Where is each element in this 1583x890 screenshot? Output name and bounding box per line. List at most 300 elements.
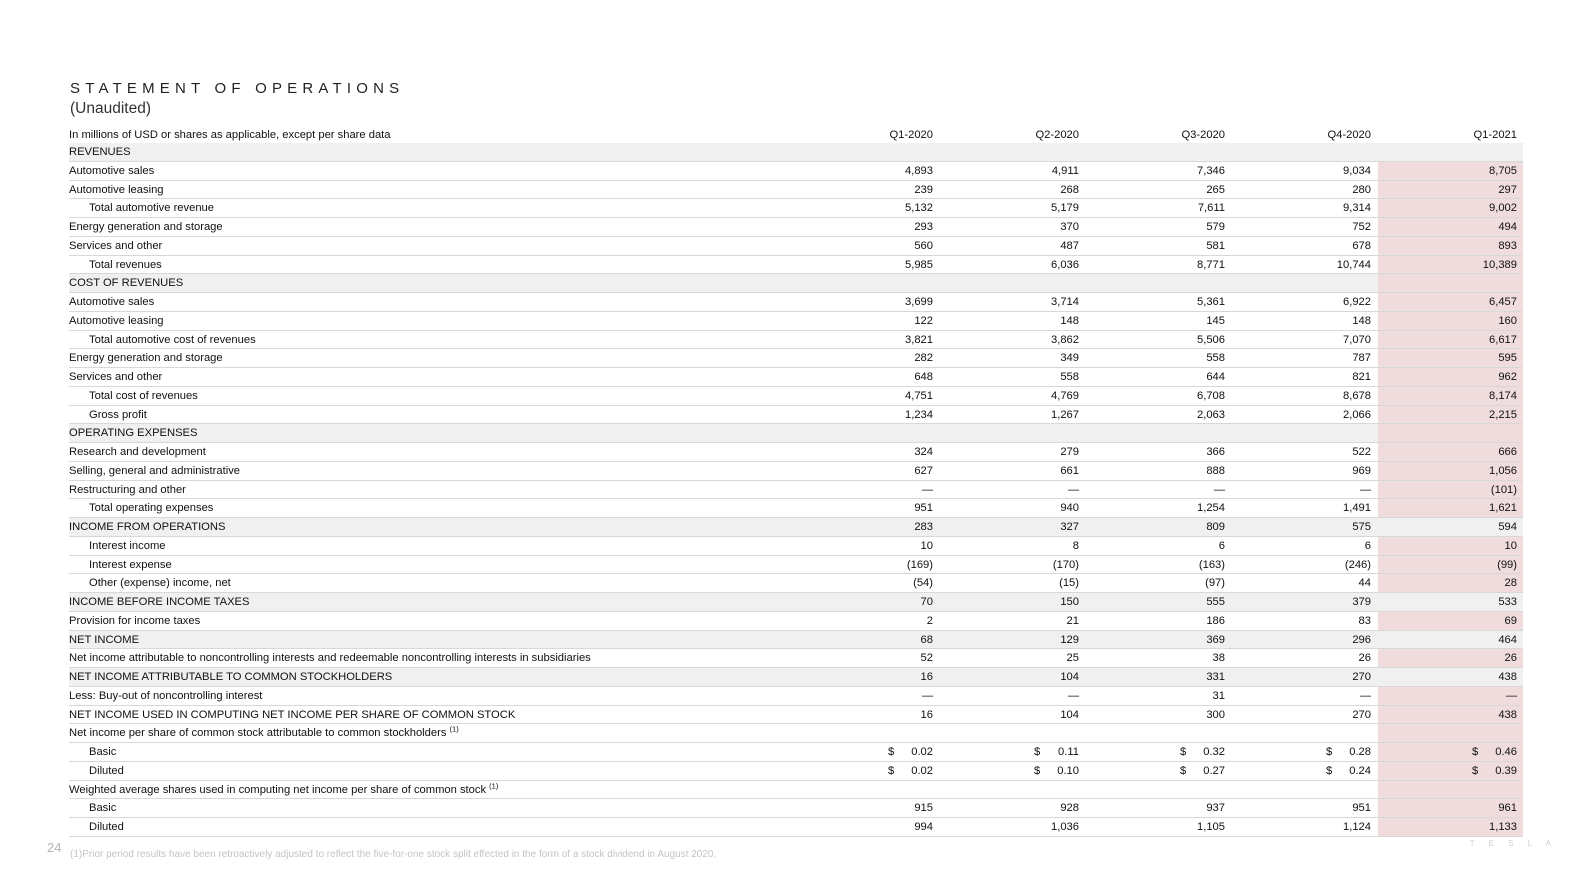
value-cell	[1407, 481, 1517, 499]
value-cell	[823, 799, 933, 817]
value-text: (170)	[1052, 558, 1079, 571]
value-text: 5,132	[905, 202, 933, 215]
value-text: (163)	[1198, 558, 1225, 571]
value-text: 270	[1352, 671, 1371, 683]
value-cell	[969, 687, 1079, 705]
value-text: 16	[920, 671, 933, 683]
row-label-text: INCOME FROM OPERATIONS	[69, 521, 226, 533]
value-text: —	[1359, 689, 1371, 702]
value-cell	[823, 443, 933, 461]
value-cell	[823, 331, 933, 349]
dollar-sign: $	[1180, 746, 1187, 758]
row-label	[89, 256, 162, 274]
row-label	[89, 799, 116, 817]
value-text: 8,678	[1343, 389, 1371, 402]
value-cell	[1115, 387, 1225, 405]
value-text: 0.02	[911, 764, 933, 777]
value-text: 0.10	[1057, 764, 1079, 777]
value-cell	[969, 293, 1079, 311]
value-text: 26	[1504, 652, 1517, 665]
value-text: 6	[1364, 539, 1371, 552]
table-row	[69, 537, 1523, 556]
row-label	[69, 443, 206, 461]
value-cell	[969, 499, 1079, 517]
value-cell	[823, 481, 933, 499]
value-text: 44	[1358, 577, 1371, 590]
value-cell	[823, 668, 933, 686]
value-text: 0.28	[1349, 746, 1371, 758]
value-text: 279	[1060, 446, 1079, 458]
row-label	[69, 274, 183, 292]
value-cell	[1472, 743, 1517, 761]
row-label	[69, 706, 515, 724]
q1-2021-highlight	[1378, 724, 1523, 743]
value-text: —	[921, 483, 933, 496]
value-cell	[888, 743, 933, 761]
value-text: 10	[920, 539, 933, 552]
value-text: (101)	[1490, 483, 1517, 496]
value-text: 438	[1498, 708, 1517, 721]
value-text: 104	[1060, 671, 1079, 683]
value-cell	[1407, 387, 1517, 405]
value-cell	[1407, 649, 1517, 667]
row-label	[69, 349, 223, 367]
value-text: 961	[1498, 802, 1517, 815]
value-text: 366	[1206, 446, 1225, 458]
table-row	[69, 237, 1523, 256]
value-cell	[823, 706, 933, 724]
value-cell	[1115, 349, 1225, 367]
dollar-sign: $	[888, 764, 895, 777]
value-cell	[1115, 818, 1225, 836]
row-label	[69, 237, 162, 255]
value-text: —	[1067, 483, 1079, 496]
table-row	[69, 499, 1523, 518]
value-text: 1,491	[1343, 502, 1371, 515]
value-cell	[969, 612, 1079, 630]
value-cell	[1261, 181, 1371, 199]
value-cell	[969, 349, 1079, 367]
value-text: 21	[1066, 614, 1079, 627]
table-row	[69, 331, 1523, 350]
value-cell	[1407, 406, 1517, 424]
row-label-text: Total revenues	[89, 258, 162, 271]
value-cell	[969, 481, 1079, 499]
value-text: 129	[1060, 633, 1079, 646]
value-cell	[1261, 668, 1371, 686]
value-cell	[1115, 668, 1225, 686]
row-label-text: Diluted	[89, 821, 124, 833]
value-cell	[969, 631, 1079, 649]
value-cell	[1115, 706, 1225, 724]
value-cell	[1407, 293, 1517, 311]
value-text: 282	[914, 352, 933, 365]
value-text: 809	[1206, 521, 1225, 533]
value-text: 4,893	[905, 164, 933, 177]
value-cell	[1115, 218, 1225, 236]
row-label-text: Services and other	[69, 239, 163, 252]
value-cell	[1115, 181, 1225, 199]
value-cell	[969, 218, 1079, 236]
value-cell	[1261, 593, 1371, 611]
value-cell	[969, 256, 1079, 274]
row-label	[69, 462, 240, 480]
value-cell	[1115, 499, 1225, 517]
value-cell	[969, 537, 1079, 555]
value-text: 8,705	[1489, 164, 1517, 177]
row-label-text: Provision for income taxes	[69, 614, 201, 627]
table-row	[69, 368, 1523, 387]
row-label-text: INCOME BEFORE INCOME TAXES	[69, 596, 250, 608]
value-cell	[1407, 556, 1517, 574]
value-cell	[1115, 799, 1225, 817]
value-text: 9,034	[1343, 164, 1371, 177]
value-cell	[1407, 518, 1517, 536]
value-cell	[823, 349, 933, 367]
row-label	[69, 668, 392, 686]
footnote: (1)Prior period results have been retroactively adjusted to reflect the five-for-one stock split effected in the form of a stock dividend in August 2020.	[70, 849, 717, 860]
row-label	[89, 199, 214, 217]
value-text: 7,346	[1197, 164, 1225, 177]
value-text: 7,070	[1343, 333, 1371, 346]
value-cell	[823, 499, 933, 517]
row-label-text: Total cost of revenues	[89, 389, 198, 402]
value-text: 1,133	[1489, 821, 1517, 833]
value-text: 70	[920, 596, 933, 608]
row-label	[69, 293, 154, 311]
table-row	[69, 724, 1523, 743]
value-cell	[1407, 593, 1517, 611]
row-label	[69, 162, 154, 180]
row-label-text: Other (expense) income, net	[89, 577, 231, 590]
value-cell	[1407, 687, 1517, 705]
value-cell	[1407, 706, 1517, 724]
value-cell	[823, 537, 933, 555]
value-cell	[1261, 237, 1371, 255]
value-text: 951	[1352, 802, 1371, 815]
value-cell	[1407, 612, 1517, 630]
value-text: 2,215	[1489, 408, 1517, 421]
value-cell	[823, 181, 933, 199]
value-cell	[1261, 537, 1371, 555]
value-cell	[1407, 237, 1517, 255]
value-cell	[823, 556, 933, 574]
value-cell	[823, 256, 933, 274]
value-text: 331	[1206, 671, 1225, 683]
row-shading	[69, 424, 1523, 443]
value-text: 145	[1206, 314, 1225, 327]
value-cell	[1115, 574, 1225, 592]
value-text: 160	[1498, 314, 1517, 327]
value-cell	[823, 818, 933, 836]
row-label-text: Interest expense	[89, 558, 172, 571]
row-label	[89, 743, 116, 761]
value-cell	[1261, 443, 1371, 461]
q1-2021-highlight	[1378, 424, 1523, 443]
value-cell	[1261, 256, 1371, 274]
dollar-sign: $	[1326, 764, 1333, 777]
value-text: 752	[1352, 221, 1371, 233]
value-cell	[969, 668, 1079, 686]
row-shading	[69, 274, 1523, 293]
value-cell	[1407, 256, 1517, 274]
value-cell	[1261, 687, 1371, 705]
value-cell	[1115, 312, 1225, 330]
value-cell	[823, 649, 933, 667]
value-text: 122	[914, 314, 933, 327]
value-cell	[969, 406, 1079, 424]
value-cell	[823, 368, 933, 386]
column-header: Q1-2020	[889, 129, 933, 141]
value-cell	[1115, 518, 1225, 536]
value-text: 10	[1504, 539, 1517, 552]
value-text: 558	[1206, 352, 1225, 365]
value-text: 296	[1352, 633, 1371, 646]
value-text: 438	[1498, 671, 1517, 683]
row-label	[89, 499, 213, 517]
page-title: STATEMENT OF OPERATIONS	[70, 80, 405, 97]
value-text: 379	[1352, 596, 1371, 608]
value-text: 83	[1358, 614, 1371, 627]
value-cell	[1261, 312, 1371, 330]
row-label	[89, 331, 256, 349]
value-cell	[1115, 612, 1225, 630]
value-cell	[1261, 406, 1371, 424]
row-label-text: Automotive sales	[69, 296, 155, 308]
value-cell	[1261, 706, 1371, 724]
value-cell	[1261, 631, 1371, 649]
value-cell	[1261, 331, 1371, 349]
value-cell	[1407, 181, 1517, 199]
value-text: (15)	[1059, 577, 1079, 590]
value-text: —	[1505, 689, 1517, 702]
row-label-text: COST OF REVENUES	[69, 277, 184, 290]
row-label-text: Total operating expenses	[89, 502, 214, 515]
value-text: 0.32	[1203, 746, 1225, 758]
value-cell	[969, 387, 1079, 405]
value-text: 150	[1060, 596, 1079, 608]
value-text: 8,174	[1489, 389, 1517, 402]
value-text: 3,714	[1051, 296, 1079, 308]
footnote-marker: (1)	[449, 724, 459, 734]
value-text: 962	[1498, 371, 1517, 383]
value-cell	[1034, 762, 1079, 780]
value-text: 644	[1206, 371, 1225, 383]
value-text: 464	[1498, 633, 1517, 646]
value-text: 928	[1060, 802, 1079, 815]
table-row	[69, 162, 1523, 181]
value-text: 6,457	[1489, 296, 1517, 308]
row-label	[69, 612, 200, 630]
value-text: 239	[914, 183, 933, 196]
value-cell	[1261, 612, 1371, 630]
value-cell	[1407, 668, 1517, 686]
value-text: 6	[1218, 539, 1225, 552]
row-label	[69, 781, 498, 799]
value-text: 560	[914, 239, 933, 252]
value-cell	[1115, 199, 1225, 217]
table-row	[69, 199, 1523, 218]
value-cell	[1115, 462, 1225, 480]
value-cell	[1407, 631, 1517, 649]
value-text: 821	[1352, 371, 1371, 383]
row-label	[89, 762, 124, 780]
value-cell	[1115, 649, 1225, 667]
value-cell	[969, 462, 1079, 480]
value-cell	[969, 518, 1079, 536]
row-label	[69, 218, 223, 236]
value-text: 2,066	[1343, 408, 1371, 421]
value-text: 324	[914, 446, 933, 458]
value-text: 787	[1352, 352, 1371, 365]
section-header-row	[69, 143, 1523, 162]
units-label: In millions of USD or shares as applicable, except per share data	[69, 129, 391, 141]
value-cell	[823, 593, 933, 611]
value-text: 31	[1212, 689, 1225, 702]
row-label	[89, 818, 124, 836]
value-cell	[1115, 406, 1225, 424]
column-header: Q3-2020	[1181, 129, 1225, 141]
value-cell	[1180, 762, 1225, 780]
value-cell	[1115, 331, 1225, 349]
value-text: 0.11	[1058, 746, 1079, 758]
value-text: 579	[1206, 221, 1225, 233]
row-label-text: Restructuring and other	[69, 483, 186, 496]
footnote-marker: (1)	[489, 780, 499, 790]
value-cell	[969, 556, 1079, 574]
row-label-text: Selling, general and administrative	[69, 464, 241, 477]
value-text: 52	[920, 652, 933, 665]
row-label	[89, 406, 147, 424]
value-text: 148	[1352, 314, 1371, 327]
row-label-text: Less: Buy-out of noncontrolling interest	[69, 689, 263, 702]
row-label-text: REVENUES	[69, 146, 131, 158]
value-text: 265	[1206, 183, 1225, 196]
row-label	[89, 574, 231, 592]
value-text: 575	[1352, 521, 1371, 533]
row-label	[69, 143, 131, 161]
row-label	[89, 387, 198, 405]
value-cell	[1407, 331, 1517, 349]
value-text: 6,036	[1051, 258, 1079, 271]
value-text: 533	[1498, 596, 1517, 608]
value-cell	[823, 518, 933, 536]
value-text: (99)	[1497, 558, 1517, 571]
table-row	[69, 256, 1523, 275]
value-text: 297	[1498, 183, 1517, 196]
value-text: 327	[1060, 521, 1079, 533]
value-cell	[1407, 499, 1517, 517]
value-cell	[1261, 499, 1371, 517]
value-cell	[969, 312, 1079, 330]
row-label-text: Basic	[89, 802, 117, 815]
table-row	[69, 518, 1523, 537]
value-cell	[823, 312, 933, 330]
value-text: 280	[1352, 183, 1371, 196]
value-text: 28	[1504, 577, 1517, 590]
table-row	[69, 181, 1523, 200]
value-cell	[1115, 256, 1225, 274]
value-text: 3,862	[1051, 333, 1079, 346]
value-cell	[1407, 574, 1517, 592]
value-cell	[1115, 443, 1225, 461]
value-cell	[823, 631, 933, 649]
value-cell	[1407, 443, 1517, 461]
value-text: 1,105	[1197, 821, 1225, 833]
table-row	[69, 443, 1523, 462]
row-label-text: Services and other	[69, 371, 163, 383]
value-text: —	[921, 689, 933, 702]
value-cell	[969, 818, 1079, 836]
value-text: 268	[1060, 183, 1079, 196]
value-cell	[1407, 349, 1517, 367]
row-label-text: Energy generation and storage	[69, 352, 223, 365]
value-cell	[823, 574, 933, 592]
table-row	[69, 649, 1523, 668]
value-cell	[969, 443, 1079, 461]
value-text: 0.24	[1349, 764, 1371, 777]
statement-table	[69, 126, 1523, 837]
value-text: 283	[914, 521, 933, 533]
row-label-text: Automotive leasing	[69, 314, 164, 327]
value-cell	[1115, 293, 1225, 311]
value-cell	[1261, 162, 1371, 180]
row-label	[69, 481, 186, 499]
value-text: 1,124	[1343, 821, 1371, 833]
value-cell	[1326, 743, 1371, 761]
table-row	[69, 481, 1523, 500]
table-row	[69, 293, 1523, 312]
value-text: 487	[1060, 239, 1079, 252]
value-cell	[1407, 537, 1517, 555]
table-row	[69, 218, 1523, 237]
value-cell	[969, 649, 1079, 667]
value-text: 648	[914, 371, 933, 383]
value-text: 4,769	[1051, 389, 1079, 402]
table-row	[69, 762, 1523, 781]
column-header: Q1-2021	[1473, 129, 1517, 141]
value-text: 5,985	[905, 258, 933, 271]
table-row	[69, 799, 1523, 818]
value-text: 16	[920, 708, 933, 721]
row-label	[69, 724, 459, 742]
table-row	[69, 406, 1523, 425]
value-text: 3,699	[905, 296, 933, 308]
row-label-text: Total automotive revenue	[89, 202, 215, 215]
value-text: —	[1067, 689, 1079, 702]
value-text: 9,002	[1489, 202, 1517, 215]
value-cell	[1261, 368, 1371, 386]
value-text: 937	[1206, 802, 1225, 815]
row-label	[69, 593, 249, 611]
row-label-text: Net income attributable to noncontrolling interests and redeemable noncontrolling interests in subsidiaries	[69, 652, 591, 665]
value-text: (54)	[913, 577, 933, 590]
value-cell	[969, 799, 1079, 817]
section-header-row	[69, 274, 1523, 293]
table-row	[69, 612, 1523, 631]
value-text: 293	[914, 221, 933, 233]
value-text: 26	[1358, 652, 1371, 665]
value-cell	[1407, 218, 1517, 236]
dollar-sign: $	[1034, 764, 1041, 777]
value-text: 8	[1072, 539, 1079, 552]
dollar-sign: $	[1180, 764, 1187, 777]
value-text: 3,821	[905, 333, 933, 346]
value-text: (246)	[1344, 558, 1371, 571]
table-row	[69, 781, 1523, 800]
value-text: 4,911	[1051, 164, 1079, 177]
value-text: (97)	[1205, 577, 1225, 590]
